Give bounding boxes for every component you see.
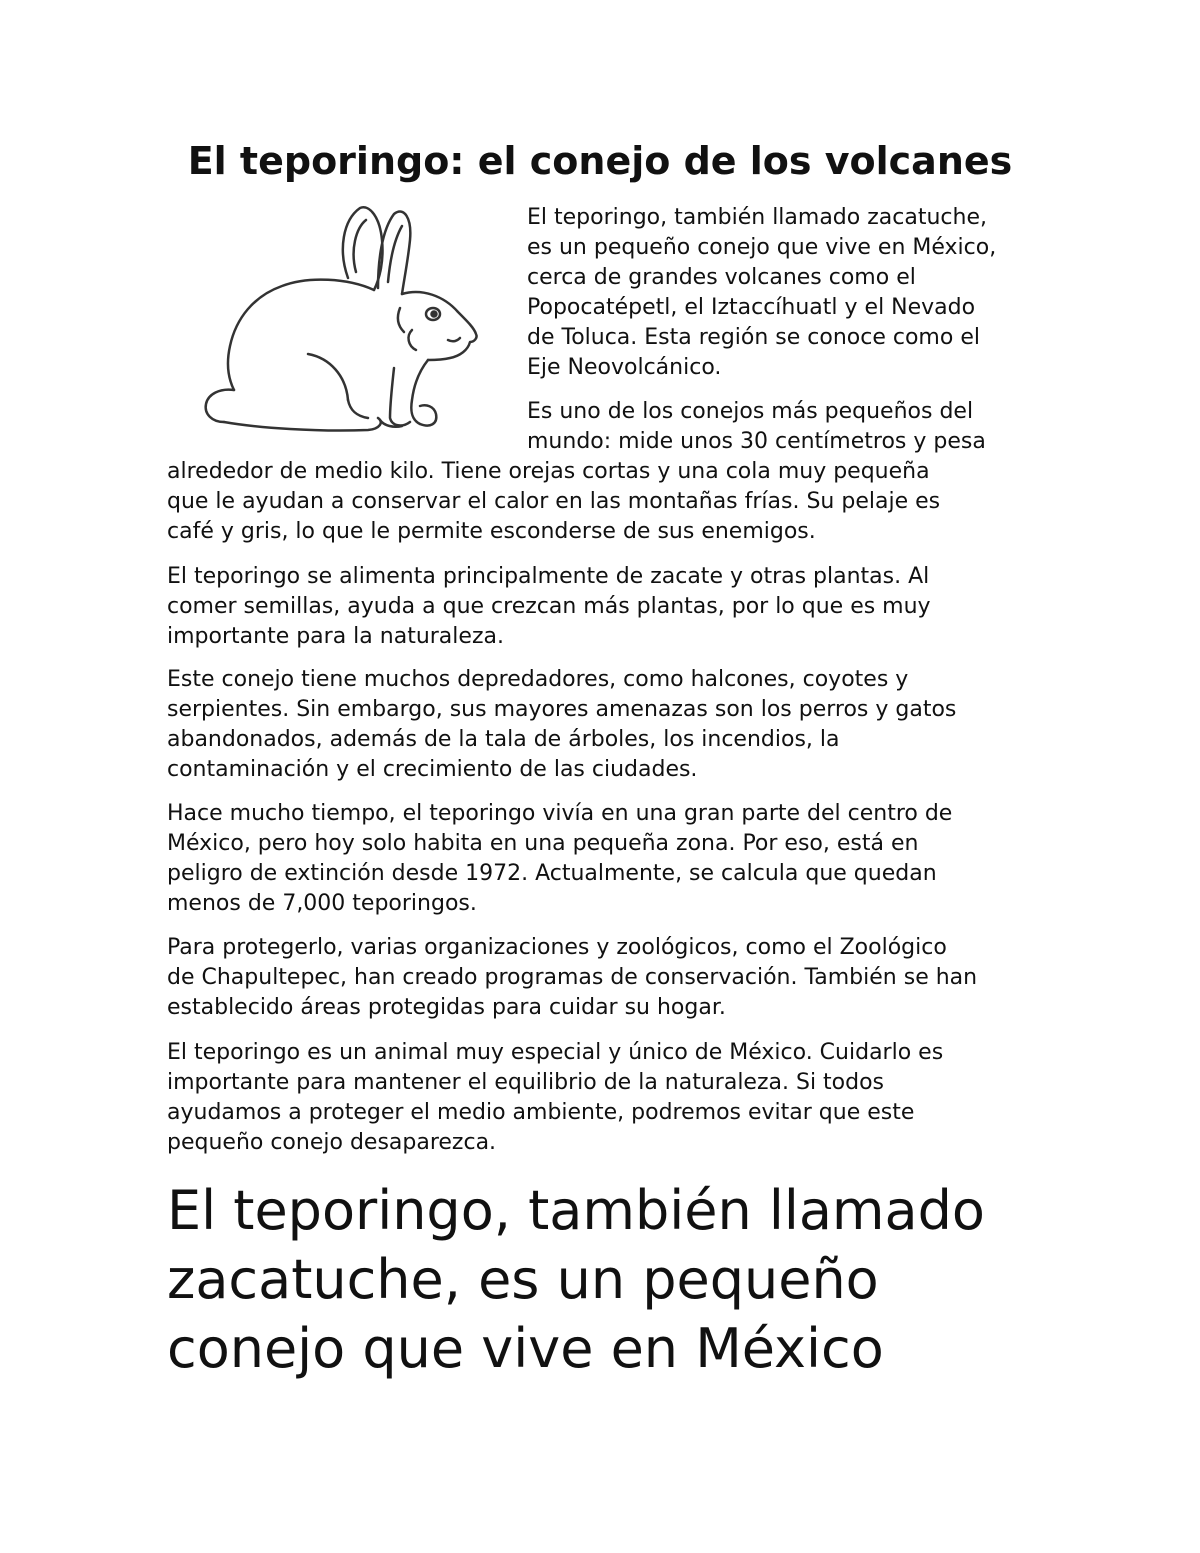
threats-paragraph — [167, 665, 956, 785]
text-line: El teporingo es un animal muy especial y único de México. Cuidarlo es — [167, 1040, 944, 1065]
rabbit-icon — [198, 200, 488, 450]
size-paragraph-bottom — [167, 457, 940, 547]
text-line: pequeño conejo desaparezca. — [167, 1130, 497, 1155]
text-line: de Toluca. Esta región se conoce como el — [527, 325, 980, 350]
text-line: establecido áreas protegidas para cuidar su hogar. — [167, 995, 726, 1020]
text-line: alrededor de medio kilo. Tiene orejas cortas y una cola muy pequeña — [167, 459, 930, 484]
text-line: que le ayudan a conservar el calor en las montañas frías. Su pelaje es — [167, 489, 941, 514]
large-text-line: conejo que vive en México — [167, 1317, 884, 1380]
text-line: Hace mucho tiempo, el teporingo vivía en una gran parte del centro de — [167, 801, 953, 826]
text-line: es un pequeño conejo que vive en México, — [527, 235, 997, 260]
text-line: menos de 7,000 teporingos. — [167, 891, 477, 916]
history-paragraph — [167, 799, 952, 919]
text-line: Es uno de los conejos más pequeños del — [527, 399, 974, 424]
large-text-line: zacatuche, es un pequeño — [167, 1248, 879, 1311]
diet-paragraph — [167, 562, 931, 652]
size-paragraph-top — [527, 397, 986, 457]
large-text-block — [167, 1176, 985, 1383]
text-line: abandonados, además de la tala de árboles, los incendios, la — [167, 727, 840, 752]
text-line: El teporingo se alimenta principalmente de zacate y otras plantas. Al — [167, 564, 930, 589]
large-text-line: El teporingo, también llamado — [167, 1179, 985, 1242]
text-line: importante para mantener el equilibrio de la naturaleza. Si todos — [167, 1070, 885, 1095]
text-line: café y gris, lo que le permite esconderse de sus enemigos. — [167, 519, 816, 544]
text-line: mundo: mide unos 30 centímetros y pesa — [527, 429, 986, 454]
text-line: serpientes. Sin embargo, sus mayores amenazas son los perros y gatos — [167, 697, 957, 722]
conservation-paragraph — [167, 933, 977, 1023]
text-line: El teporingo, también llamado zacatuche, — [527, 205, 987, 230]
text-line: México, pero hoy solo habita en una pequeña zona. Por eso, está en — [167, 831, 919, 856]
text-line: Para protegerlo, varias organizaciones y zoológicos, como el Zoológico — [167, 935, 947, 960]
text-line: Popocatépetl, el Iztaccíhuatl y el Nevado — [527, 295, 976, 320]
text-line: comer semillas, ayuda a que crezcan más plantas, por lo que es muy — [167, 594, 931, 619]
conclusion-paragraph — [167, 1038, 943, 1158]
text-line: Eje Neovolcánico. — [527, 355, 722, 380]
text-line: Este conejo tiene muchos depredadores, como halcones, coyotes y — [167, 667, 909, 692]
text-line: contaminación y el crecimiento de las ciudades. — [167, 757, 698, 782]
text-line: cerca de grandes volcanes como el — [527, 265, 916, 290]
text-line: ayudamos a proteger el medio ambiente, podremos evitar que este — [167, 1100, 915, 1125]
page-title: El teporingo: el conejo de los volcanes — [187, 139, 1013, 183]
text-line: de Chapultepec, han creado programas de conservación. También se han — [167, 965, 978, 990]
text-line: peligro de extinción desde 1972. Actualmente, se calcula que quedan — [167, 861, 937, 886]
intro-paragraph — [527, 203, 996, 383]
text-line: importante para la naturaleza. — [167, 624, 504, 649]
